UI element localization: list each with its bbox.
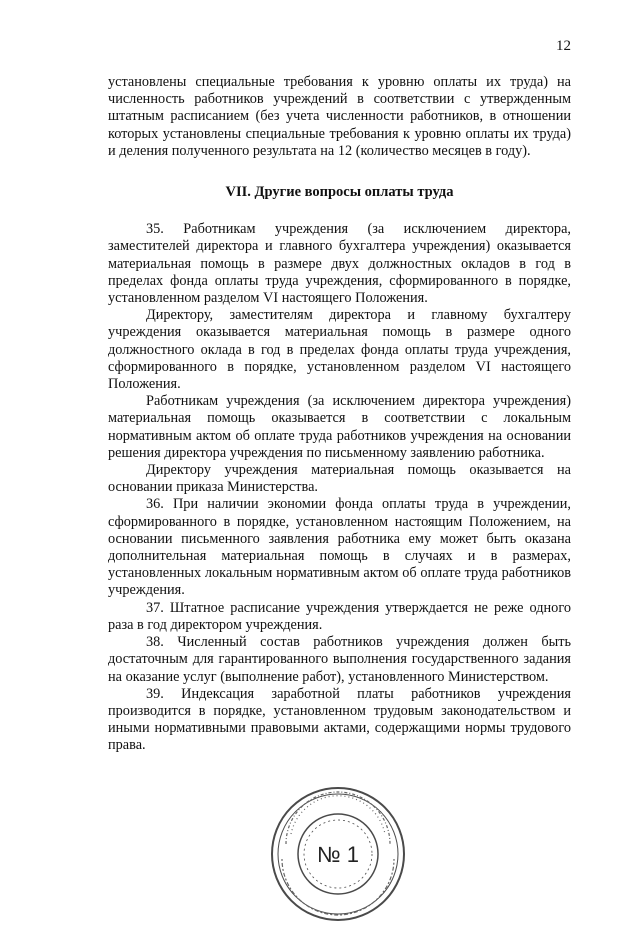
- document-body: [108, 74, 571, 755]
- paragraph-36: 36. При наличии экономии фонда оплаты труда в учреждении, сформированного в порядке, установленном настоящим Положением, на основании письменного заявления работника ему может быть оказана дополнительная материальная помощь в случаях и в размерах, установленных локальным нормативным актом об оплате труда работников учреждения.: [108, 496, 571, 599]
- paragraph-39: 39. Индексация заработной платы работников учреждения производится в порядке, установленном трудовым законодательством и иными нормативными правовыми актами, содержащими нормы трудового права.: [108, 685, 571, 754]
- paragraph-employee-aid: Работникам учреждения (за исключением директора учреждения) материальная помощь оказывается в соответствии с локальным нормативным актом об оплате труда работников учреждения на основании решения директора учреждения по письменному заявлению работника.: [108, 393, 571, 461]
- paragraph-director-aid: Директору, заместителям директора и главному бухгалтеру учреждения оказывается материальная помощь в размере одного должностного оклада в год в пределах фонда оплаты труда учреждения, сформированного в порядке, установленном разделом VI настоящего Положения.: [108, 307, 571, 393]
- page-number: 12: [556, 38, 571, 54]
- paragraph-35: 35. Работникам учреждения (за исключением директора, заместителей директора и главного бухгалтера учреждения) оказывается материальная помощь в размере двух должностных окладов в год в пределах фонда оплаты труда учреждения, сформированного в порядке, установленном разделом VI настоящего Положения.: [108, 221, 571, 307]
- paragraph-director-order: Директору учреждения материальная помощь оказывается на основании приказа Министерства.: [108, 462, 571, 496]
- stamp-seal-icon: [268, 784, 408, 924]
- section-heading: VII. Другие вопросы оплаты труда: [225, 184, 454, 201]
- official-stamp: [268, 784, 408, 924]
- intro-paragraph: установлены специальные требования к уровню оплаты их труда) на численность работников учреждений в соответствии с утвержденным штатным расписанием (без учета численности работников, в отношении которых установлены специальные требования к уровню оплаты их труда) и деления полученного результата на 12 (количество месяцев в году).: [108, 74, 571, 159]
- stamp-number: № 1: [317, 842, 359, 867]
- paragraph-38: 38. Численный состав работников учреждения должен быть достаточным для гарантированного выполнения государственного задания на оказание услуг (выполнение работ), установленного Министерством.: [108, 634, 571, 685]
- paragraph-37: 37. Штатное расписание учреждения утверждается не реже одного раза в год директором учреждения.: [108, 599, 571, 633]
